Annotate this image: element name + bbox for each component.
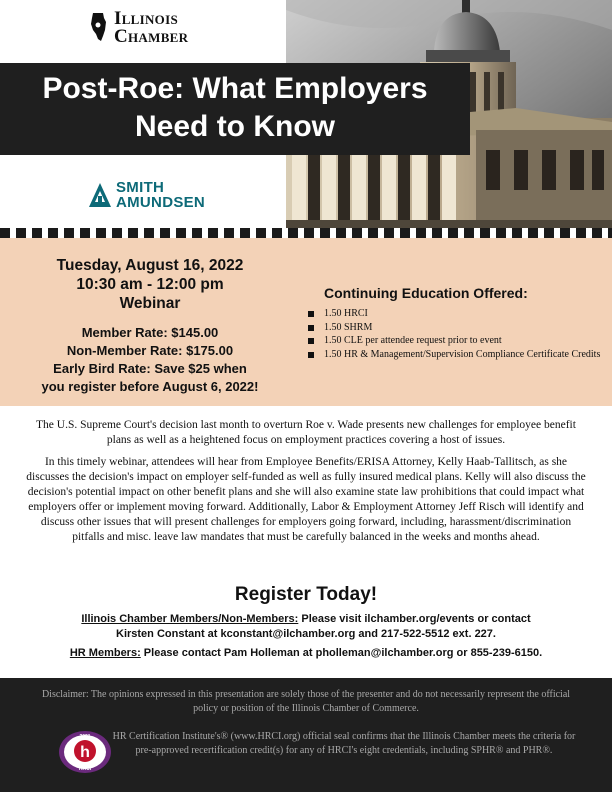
members-text-2[interactable]: Kirsten Constant at kconstant@ilchamber.org and 217-522-5512 ext. 227. [116,628,496,640]
hrci-seal-icon [58,730,112,774]
ce-list [306,307,606,361]
register-heading: Register Today! [234,584,378,605]
description-paragraph-2: In this timely webinar, attendees will hear from Employee Benefits/ERISA Attorney, Kelly Haab-Tallitsch, as she discusses the decision's impact on employer self-funded as well as fully insured medical plans. Kelly will also discuss the decision's potential impact on other benefit plans and she will also examine state law prohibitions that could impact what employers offer or implement moving forward. Additionally, Labor & Employment Attorney Jeff Risch will identify and discuss other issues that will present challenges for employers going forward, including, harassment/discrimination pitfalls and misc. leave law mandates that must be carefully balanced in the weeks and months ahead. [26,456,586,543]
disclaimer: Disclaimer: The opinions expressed in this presentation are solely those of the presenter and do not necessarily represent the official policy or position of the Illinois Chamber of Commerce. [41,689,571,714]
illinois-chamber-logo [90,10,188,46]
title-line2: Need to Know [135,110,335,143]
ce-item [306,307,606,321]
hr-label: HR Members: [69,647,141,659]
sponsor-name-line2: AMUNDSEN [116,194,206,211]
early-bird-line1: Early Bird Rate: Save $25 when [53,361,247,376]
seal-letter: h [80,744,90,761]
header [0,0,612,228]
dashed-divider [0,228,612,238]
page-title [0,70,470,146]
members-text-1[interactable]: Please visit ilchamber.org/events or contact [298,613,531,625]
ce-item [306,348,606,362]
register-hr-members [20,646,592,661]
event-when [0,256,300,313]
event-format: Webinar [119,295,181,312]
ce-item [306,334,606,348]
bullet-square-icon [308,352,314,358]
seal-year: 2021 [79,734,91,740]
sponsor-name-line1: SMITH [116,179,165,196]
member-rate: Member Rate: $145.00 [81,325,219,340]
ce-item-text: 1.50 HR & Management/Supervision Compliance Certificate Credits [324,348,601,360]
members-label: Illinois Chamber Members/Non-Members: [81,613,299,625]
ce-title: Continuing Education Offered: [324,285,528,301]
early-bird-line2: you register before August 6, 2022! [41,379,259,394]
hr-text[interactable]: Please contact Pam Holleman at pholleman@ilchamber.org or 855-239-6150. [140,647,543,659]
description [26,418,586,545]
org-name-line1: Illinois [114,8,178,29]
bullet-square-icon [308,338,314,344]
hrci-statement: HR Certification Institute's® (www.HRCI.org) official seal confirms that the Illinois Chamber meets the criteria for pre-approved recertification credit(s) for any of HRCI's eight credentials, including SPHR® and PHR®. [112,731,576,756]
bullet-square-icon [308,325,314,331]
seal-org: HRCI [78,766,92,772]
event-time: 10:30 am - 12:00 pm [76,276,224,293]
nonmember-rate: Non-Member Rate: $175.00 [66,343,234,358]
ce-item [306,321,606,335]
bullet-square-icon [308,311,314,317]
event-date: Tuesday, August 16, 2022 [56,257,244,274]
title-line1: Post-Roe: What Employers [42,72,428,105]
smith-amundsen-logo [88,180,205,210]
ce-item-text: 1.50 CLE per attendee request prior to event [324,335,502,346]
illinois-state-icon [90,12,108,42]
org-name-line2: Chamber [114,26,189,47]
continuing-education [306,285,606,361]
ce-item-text: 1.50 SHRM [324,321,373,333]
smith-amundsen-mark-icon [88,182,112,208]
description-paragraph-1: The U.S. Supreme Court's decision last month to overturn Roe v. Wade presents new challenges for employee benefit plans as well as a heightened focus on employment practices covering a host of issues. [36,419,576,446]
register-members [20,612,592,642]
event-rates [0,324,300,396]
ce-item-text: 1.50 HRCI [324,308,368,319]
